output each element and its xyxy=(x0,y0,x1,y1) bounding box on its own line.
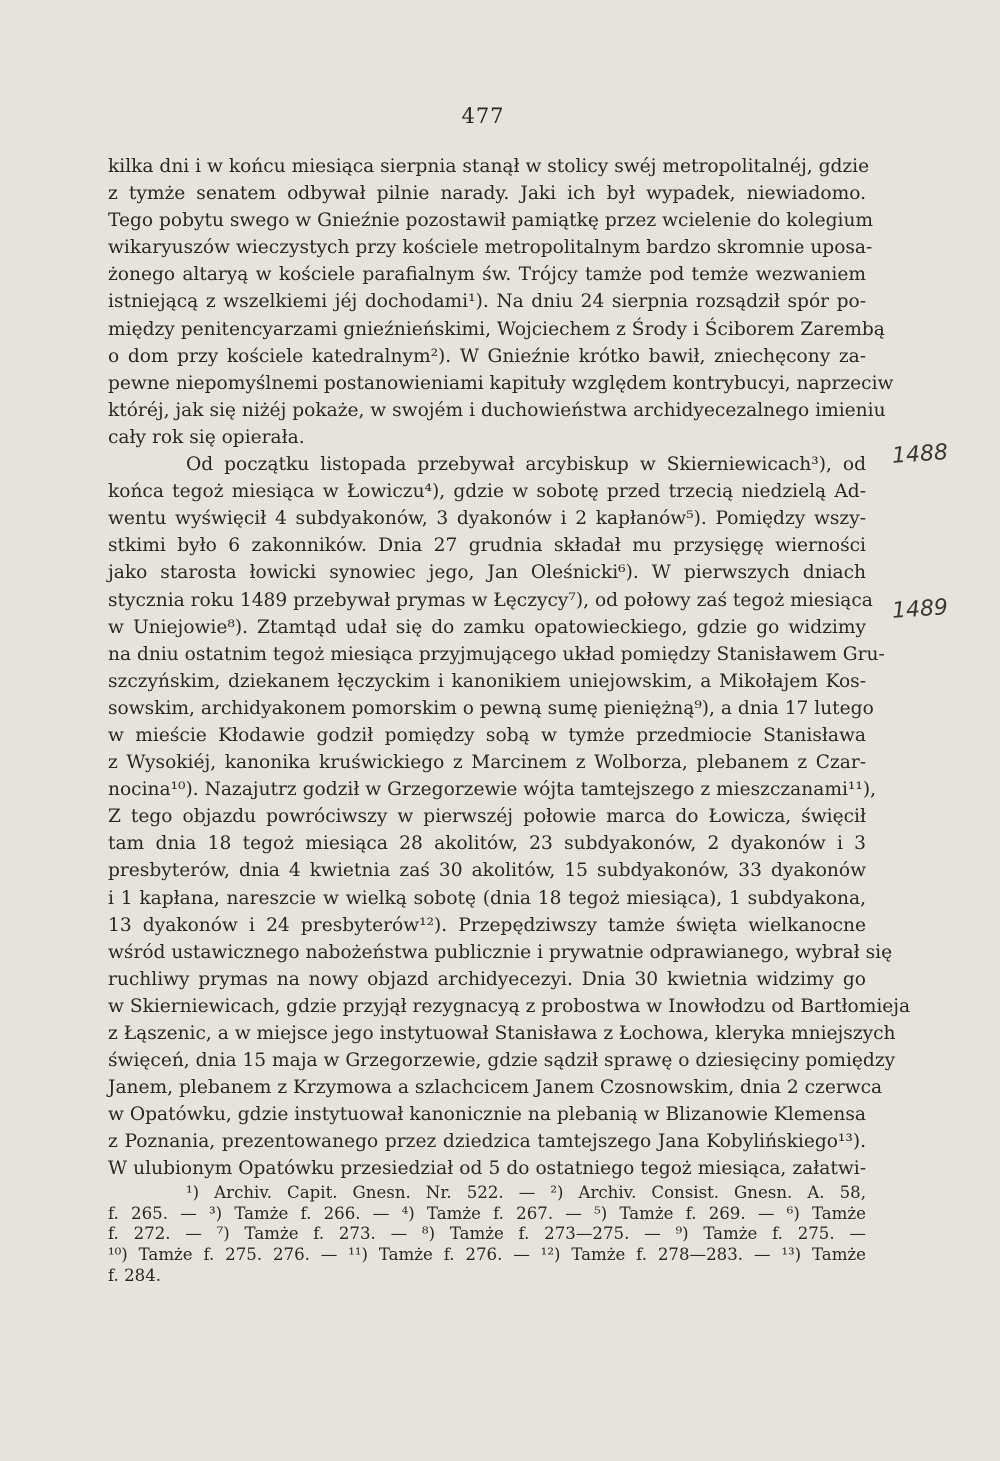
body-line: nocina¹⁰). Nazajutrz godził w Grzegorzewie wójta tamtejszego z mieszczanami¹¹), xyxy=(108,779,876,801)
body-line: tam dnia 18 tegoż miesiąca 28 akolitów, 23 subdyakonów, 2 dyakonów i 3 xyxy=(108,833,866,855)
body-line: Janem, plebanem z Krzymowa a szlachcicem Janem Czosnowskim, dnia 2 czerwca xyxy=(108,1077,883,1099)
body-line: na dniu ostatnim tegoż miesiąca przyjmującego układ pomiędzy Stanisławem Gru- xyxy=(108,643,885,665)
body-line: Z tego objazdu powróciwszy w pierwszéj połowie marca do Łowicza, święcił xyxy=(108,806,866,828)
body-text xyxy=(108,153,911,1183)
footnote-line: f. 265. — ³) Tamże f. 266. — ⁴) Tamże f. 267. — ⁵) Tamże f. 269. — ⁶) Tamże xyxy=(108,1203,866,1223)
body-line: żonego altaryą w kościele parafialnym św. Trójcy tamże pod temże wezwaniem xyxy=(108,264,866,286)
footnote-line: f. 284. xyxy=(108,1265,162,1285)
body-line: 13 dyakonów i 24 presbyterów¹²). Przepędziwszy tamże święta wielkanocne xyxy=(108,914,866,936)
body-line: między penitencyarzami gnieźnieńskimi, Wojciechem z Środy i Ściborem Zarembą xyxy=(108,318,885,340)
body-line: Tego pobytu swego w Gnieźnie pozostawił pamiątkę przez wcielenie do kolegium xyxy=(108,210,874,232)
body-line: stkimi było 6 zakonników. Dnia 27 grudnia składał mu przysięgę wierności xyxy=(108,535,866,557)
body-line: wikaryuszów wieczystych przy kościele metropolitalnym bardzo skromnie uposa- xyxy=(108,237,873,259)
body-line: końca tegoż miesiąca w Łowiczu⁴), gdzie w sobotę przed trzecią niedzielą Ad- xyxy=(108,481,866,503)
footnote-line: ¹⁰) Tamże f. 275. 276. — ¹¹) Tamże f. 276. — ¹²) Tamże f. 278—283. — ¹³) Tamże xyxy=(108,1245,866,1265)
body-line: kilka dni i w końcu miesiąca sierpnia stanął w stolicy swéj metropolitalnéj, gdzie xyxy=(108,156,870,177)
body-line: cały rok się opierała. xyxy=(108,426,305,448)
body-line: sowskim, archidyakonem pomorskim o pewną sumę pieniężną⁹), a dnia 17 lutego xyxy=(108,697,874,719)
body-line: wśród ustawicznego nabożeństwa publicznie i prywatnie odprawianego, wybrał się xyxy=(108,941,893,963)
body-line: pewne niepomyślnemi postanowieniami kapituły względem kontrybucyi, naprzeciw xyxy=(108,372,894,394)
body-line: święceń, dnia 15 maja w Grzegorzewie, gdzie sądził sprawę o dziesięciny pomiędzy xyxy=(108,1050,896,1072)
body-line: W ulubionym Opatówku przesiedział od 5 do ostatniego tegoż miesiąca, załatwi- xyxy=(108,1158,866,1180)
body-line: presbyterów, dnia 4 kwietnia zaś 30 akolitów, 15 subdyakonów, 33 dyakonów xyxy=(108,860,866,882)
body-line: wentu wyświęcił 4 subdyakonów, 3 dyakonów i 2 kapłanów⁵). Pomiędzy wszy- xyxy=(108,508,866,530)
body-line: z Wysokiéj, kanonika kruświckiego z Marcinem z Wolborza, plebanem z Czar- xyxy=(108,752,866,774)
body-line: o dom przy kościele katedralnym²). W Gnieźnie krótko bawił, zniechęcony za- xyxy=(108,345,866,367)
body-line: w Skierniewicach, gdzie przyjął rezygnacyą z probostwa w Inowłodzu od Bartłomieja xyxy=(108,995,911,1017)
body-line: Od początku listopada przebywał arcybiskup w Skierniewicach³), od xyxy=(186,454,866,476)
body-line: z Łąszenic, a w miejsce jego instytuował Stanisława z Łochowa, kleryka mniejszych xyxy=(108,1023,896,1044)
body-line: jako starosta łowicki synowiec jego, Jan Oleśnicki⁶). W pierwszych dniach xyxy=(108,562,866,584)
body-line: któréj, jak się niżéj pokaże, w swojém i duchowieństwa archidyecezalnego imieniu xyxy=(108,399,886,421)
footnote-line: ¹) Archiv. Capit. Gnesn. Nr. 522. — ²) Archiv. Consist. Gnesn. A. 58, xyxy=(186,1183,866,1202)
body-line: istniejącą z wszelkiemi jéj dochodami¹). Na dniu 24 sierpnia rozsądził spór po- xyxy=(108,291,866,313)
body-line: szczyńskim, dziekanem łęczyckim i kanonikiem uniejowskim, a Mikołajem Kos- xyxy=(108,670,866,692)
page-number: 477 xyxy=(461,104,505,128)
body-line: i 1 kapłana, nareszcie w wielką sobotę (dnia 18 tegoż miesiąca), 1 subdyakona, xyxy=(108,887,866,909)
body-line: ruchliwy prymas na nowy objazd archidyecezyi. Dnia 30 kwietnia widzimy go xyxy=(108,968,866,990)
body-line: z tymże senatem odbywał pilnie narady. Jaki ich był wypadek, niewiadomo. xyxy=(108,183,866,205)
body-line: w mieście Kłodawie godził pomiędzy sobą w tymże przedmiocie Stanisława xyxy=(108,724,866,746)
body-line: w Uniejowie⁸). Ztamtąd udał się do zamku opatowieckiego, gdzie go widzimy xyxy=(108,616,866,638)
body-line: stycznia roku 1489 przebywał prymas w Łęczycy⁷), od połowy zaś tegoż miesiąca xyxy=(108,589,873,611)
body-line: w Opatówku, gdzie instytuował kanonicznie na plebanią w Blizanowie Klemensa xyxy=(108,1104,866,1126)
footnotes xyxy=(108,1183,866,1287)
margin-annotation-1488: 1488 xyxy=(891,440,949,469)
footnote-line: f. 272. — ⁷) Tamże f. 273. — ⁸) Tamże f. 273—275. — ⁹) Tamże f. 275. — xyxy=(108,1224,866,1244)
margin-annotation-1489: 1489 xyxy=(891,595,949,624)
body-line: z Poznania, prezentowanego przez dziedzica tamtejszego Jana Kobylińskiego¹³). xyxy=(108,1131,866,1153)
